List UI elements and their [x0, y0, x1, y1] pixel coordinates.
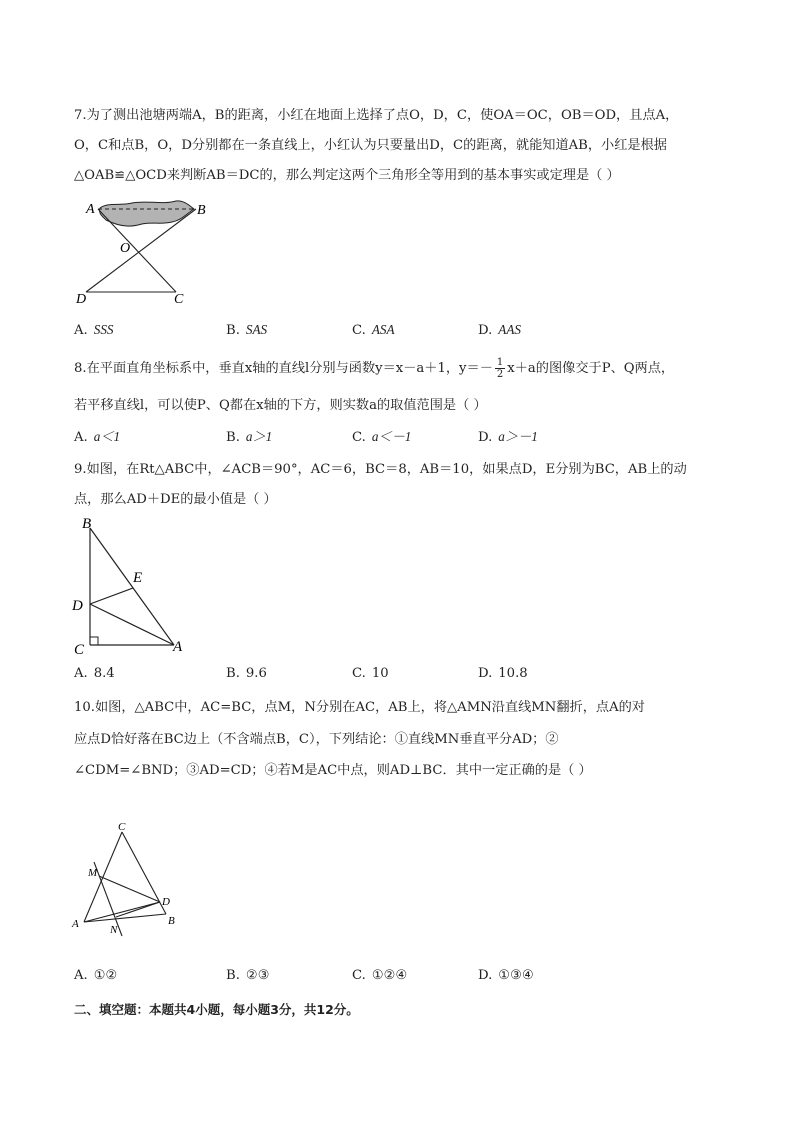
- q7-option-d[interactable]: D. AAS: [478, 322, 522, 338]
- q10-option-a[interactable]: A. ①②: [74, 968, 118, 983]
- q9-label-D: D: [72, 598, 83, 614]
- section-2-heading: 二、填空题：本题共4小题，每小题3分，共12分。: [74, 1002, 359, 1017]
- q9-line-1: 9.如图，在Rt△ABC中，∠ACB＝90°，AC＝6，BC＝8，AB＝10，如果点D，E分别为BC，AB上的动: [74, 462, 687, 477]
- q7-label-B: B: [197, 203, 206, 218]
- q8-line-2: 若平移直线l，可以使P、Q都在x轴的下方，则实数a的取值范围是（ ）: [74, 398, 487, 413]
- q8-options: [74, 426, 714, 446]
- q9-label-A: A: [173, 639, 183, 655]
- q10-line-3: ∠CDM=∠BND；③AD=CD；④若M是AC中点，则AD⊥BC．其中一定正确的是（ ）: [74, 763, 592, 778]
- q8-option-c[interactable]: C. a＜－1: [352, 429, 412, 445]
- q7-label-D: D: [76, 292, 87, 307]
- q10-label-B: B: [168, 915, 175, 927]
- q9-label-B: B: [82, 516, 92, 532]
- q9-option-b[interactable]: B. 9.6: [226, 666, 267, 681]
- q9-line-2: 点，那么AD＋DE的最小值是（ ）: [74, 492, 277, 507]
- q7-option-a[interactable]: A. SSS: [74, 322, 114, 338]
- q7-label-A: A: [86, 202, 95, 217]
- q9-option-c[interactable]: C. 10: [352, 666, 389, 681]
- q7-label-C: C: [174, 292, 184, 307]
- q7-line-1: 7.为了测出池塘两端A，B的距离，小红在地面上选择了点O，D，C，使OA＝OC，OB＝OD，且点A，: [74, 108, 679, 123]
- q10-label-A: A: [72, 918, 79, 930]
- q7-option-c[interactable]: C. ASA: [352, 322, 395, 338]
- q9-label-E: E: [133, 570, 143, 586]
- q10-label-C: C: [118, 821, 126, 833]
- q7-figure: [76, 196, 220, 308]
- q8-option-d[interactable]: D. a＞－1: [478, 429, 538, 445]
- q10-options: [74, 968, 714, 988]
- q9-figure: [72, 514, 198, 660]
- q10-line-1: 10.如图，△ABC中，AC=BC，点M，N分别在AC，AB上，将△AMN沿直线MN翻折，点A的对: [74, 700, 645, 715]
- q10-option-c[interactable]: C. ①②④: [352, 968, 408, 983]
- q10-option-d[interactable]: D. ①③④: [478, 968, 534, 983]
- q10-option-b[interactable]: B. ②③: [226, 968, 270, 983]
- q8-option-b[interactable]: B. a＞1: [226, 429, 273, 445]
- q9-option-d[interactable]: D. 10.8: [478, 666, 528, 681]
- q9-label-C: C: [74, 642, 85, 658]
- q7-line-3: △OAB≌△OCD来判断AB＝DC的，那么判定这两个三角形全等用到的基本事实或定理是（ ）: [74, 168, 620, 183]
- q10-figure: [68, 818, 188, 940]
- q10-line-2: 应点D恰好落在BC边上（不含端点B，C），下列结论：①直线MN垂直平分AD；②: [74, 732, 559, 747]
- pond-shape: [99, 201, 194, 226]
- q10-label-D: D: [162, 896, 170, 908]
- q9-options: [74, 666, 714, 686]
- q7-options: [74, 322, 714, 342]
- q7-option-b[interactable]: B. SAS: [226, 322, 268, 338]
- q8-fraction: $\frac{1}{2}$: [496, 357, 504, 380]
- q7-line-2: O，C和点B，O，D分别都在一条直线上，小红认为只要量出D，C的距离，就能知道AB，小红是根据: [74, 138, 667, 153]
- q10-label-M: M: [88, 867, 98, 879]
- q9-option-a[interactable]: A. 8.4: [74, 666, 115, 681]
- q8-option-a[interactable]: A. a＜1: [74, 429, 121, 445]
- q7-label-O: O: [120, 241, 131, 256]
- q8-line-1: 8.在平面直角坐标系中，垂直x轴的直线l分别与函数y＝x－a＋1，y＝－ $\frac{1}{2}$ x＋a的图像交于P、Q两点，: [74, 357, 675, 380]
- q10-label-N: N: [110, 924, 118, 936]
